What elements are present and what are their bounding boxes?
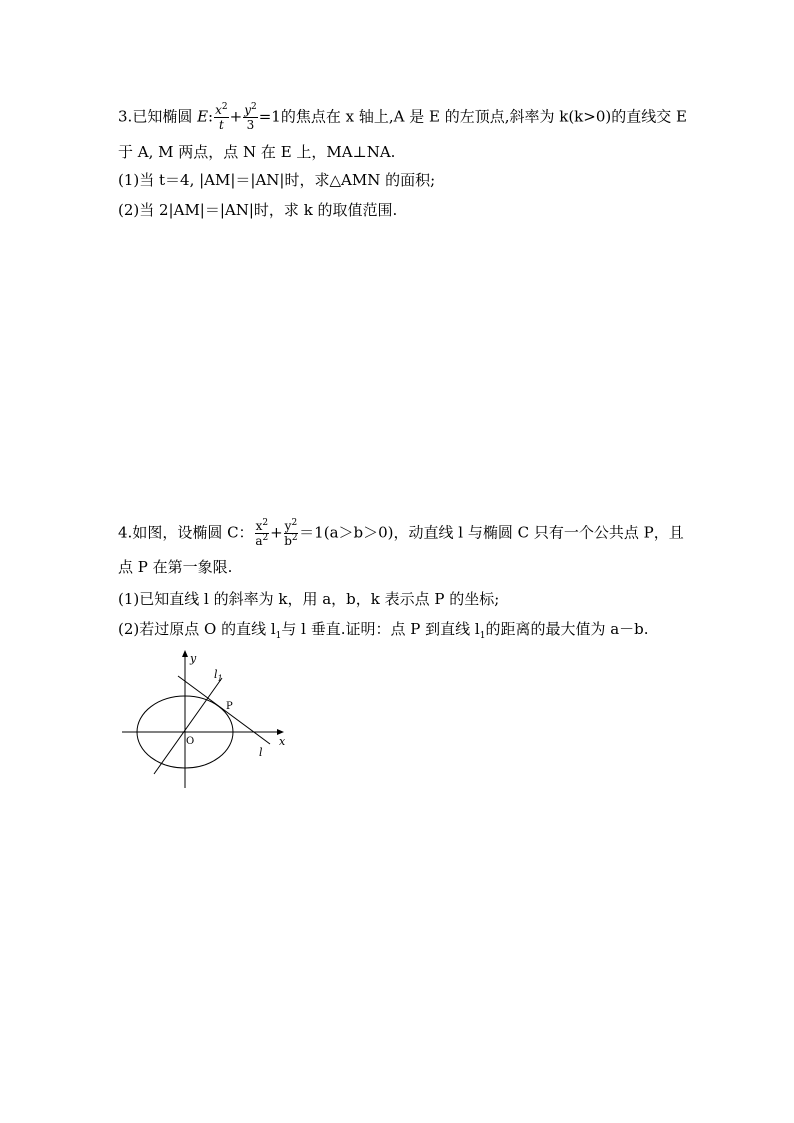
label-x: x [279,735,286,748]
q3-ellipse-name: E [197,107,209,126]
y-axis-arrow [182,650,188,657]
q3-intro-text: 已知椭圆 [132,107,198,126]
q4-frac2-den-exp: 2 [291,533,298,543]
q4-part-2-text-a: (2)若过原点 O 的直线 l [118,620,276,638]
q3-colon: : [208,107,214,126]
q4-part-2 [118,618,714,640]
q4-line-2: 点 P 在第一象限. [118,558,233,576]
q4-frac1-den-exp: 2 [262,533,269,543]
label-l1-main: l [214,668,218,681]
q3-equals-one: =1 [258,107,281,126]
q4-number: 4. [118,523,133,542]
q3-frac2-exp: 2 [250,102,257,112]
q4-frac2-num: y [284,519,292,533]
q4-line-1 [118,520,714,547]
q4-fraction-y [284,520,299,547]
q4-part-2-sub-1: 1 [275,631,282,641]
label-y: y [190,652,197,665]
q4-frac2-num-exp: 2 [291,518,298,528]
q3-plus: + [229,107,243,126]
q4-plus: + [270,523,283,542]
q4-part-2-sub-2: 1 [479,631,486,641]
label-l1-sub: 1 [217,674,223,683]
q3-part-1: (1)当 t＝4, |AM|＝|AN|时，求△AMN 的面积; [118,171,436,189]
q3-part-2: (2)当 2|AM|＝|AN|时，求 k 的取值范围. [118,201,398,219]
q3-number: 3. [118,107,133,126]
q4-condition-text: ＝1(a＞b＞0)，动直线 l 与椭圆 C 只有一个公共点 P，且 [299,523,684,542]
q3-frac2-den: 3 [246,118,255,132]
line-l1 [154,678,222,774]
q3-frac1-den: t [218,118,224,132]
q4-frac1-num-exp: 2 [262,518,269,528]
q3-frac1-num: x [215,103,222,117]
q4-part-1: (1)已知直线 l 的斜率为 k，用 a，b，k 表示点 P 的坐标; [118,590,500,608]
q4-frac2-den: b [284,534,292,548]
ellipse-figure [118,648,298,790]
label-l: l [259,746,263,759]
q4-frac1-den: a [255,534,263,548]
q4-intro-text: 如图，设椭圆 C： [132,523,254,542]
q3-fraction-x [214,104,229,131]
q3-line-2: 于 A, M 两点，点 N 在 E 上，MA⊥NA. [118,143,396,161]
q4-part-2-text-c: 的距离的最大值为 a－b. [485,620,649,638]
tangent-line-l [178,676,270,744]
q3-fraction-y [243,104,258,131]
q3-frac1-exp: 2 [221,102,228,112]
q4-frac1-num: x [255,519,263,533]
label-l1 [214,668,223,683]
q3-frac2-num: y [244,103,251,117]
q3-line-1 [118,104,714,131]
q4-fraction-x [255,520,270,547]
label-O: O [186,736,195,747]
q3-condition-text: 的焦点在 x 轴上,A 是 E 的左顶点,斜率为 k(k>0)的直线交 E [280,107,687,126]
label-P: P [226,701,233,712]
q4-part-2-text-b: 与 l 垂直.证明：点 P 到直线 l [281,620,480,638]
